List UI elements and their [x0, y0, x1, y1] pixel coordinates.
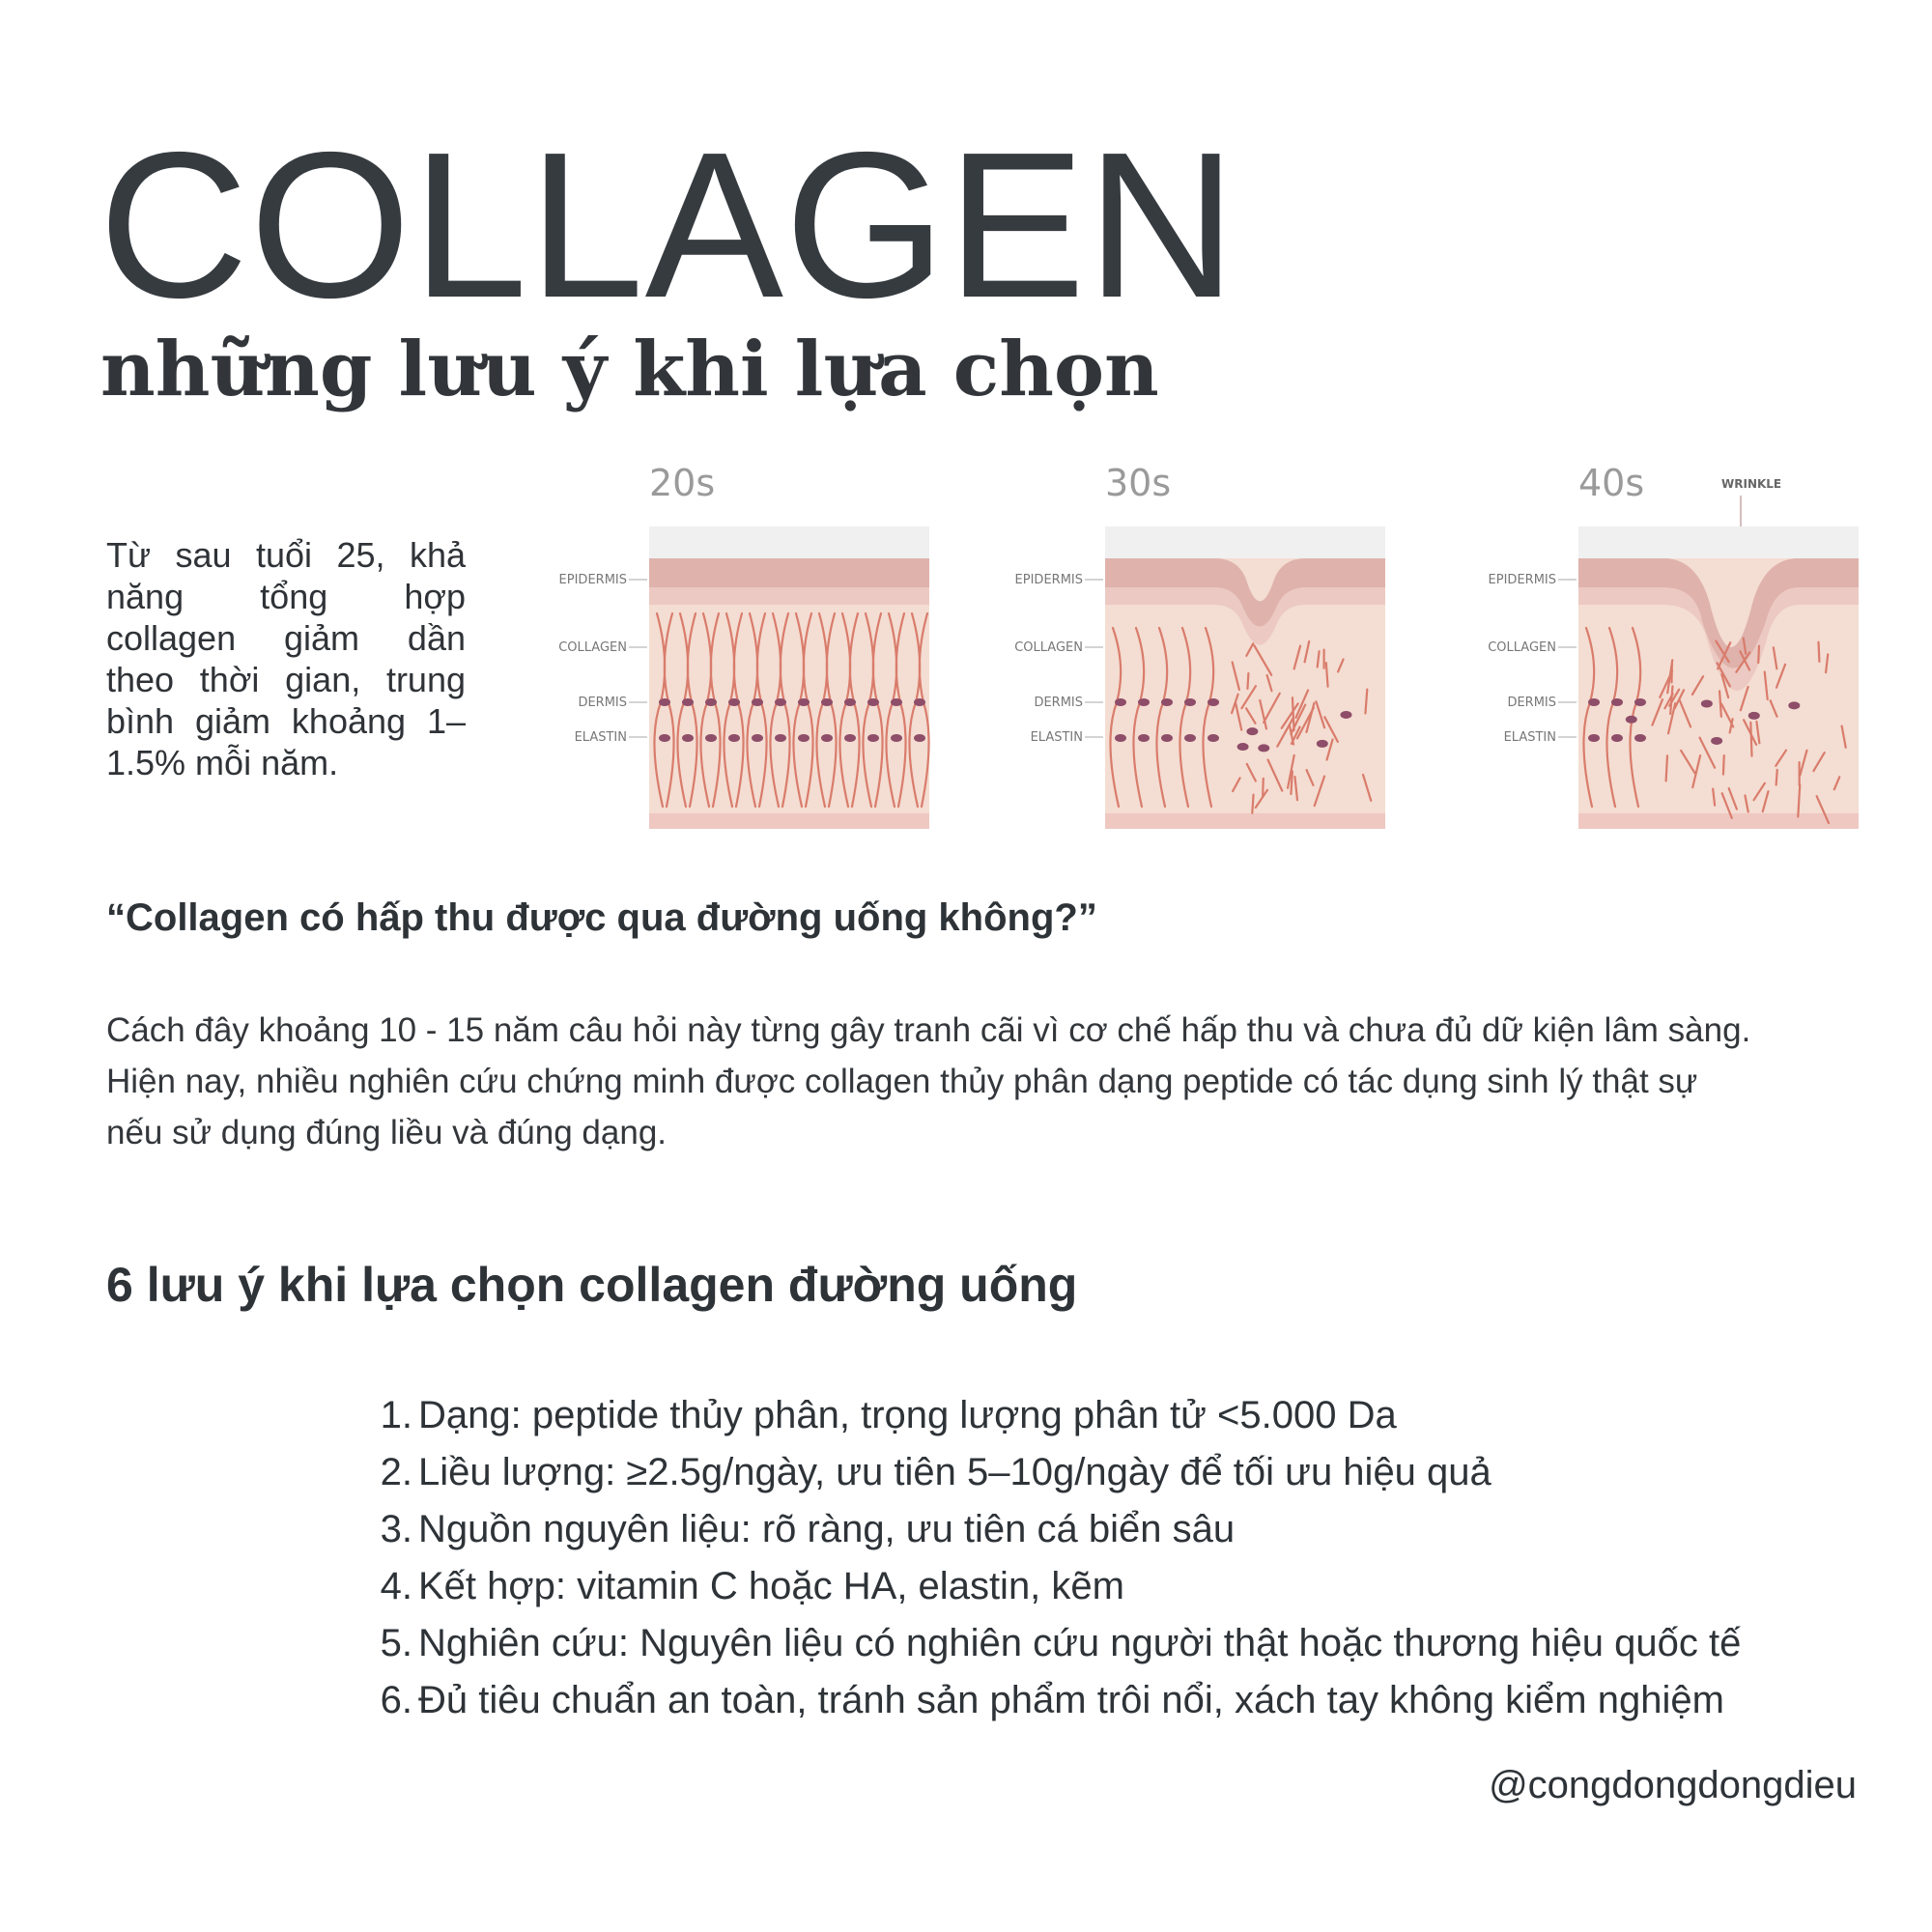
wrinkle-annotation: WRINKLE [1721, 477, 1782, 491]
elastin-dot [1161, 734, 1173, 742]
list-item [372, 1672, 1741, 1729]
elastin-dot [1115, 734, 1126, 742]
page-subtitle: những lưu ý khi lựa chọn [100, 326, 1159, 413]
answer-line: Hiện nay, nhiều nghiên cứu chứng minh được collagen thủy phân dạng peptide có tác dụng sinh lý thật sự [106, 1063, 1698, 1100]
layer-label-epidermis: EPIDERMIS [1014, 573, 1083, 587]
elastin-dot [914, 698, 925, 706]
elastin-dot [798, 734, 810, 742]
elastin-dot [682, 698, 694, 706]
elastin-dot [867, 734, 879, 742]
broken-fiber [1758, 646, 1759, 663]
elastin-dot [1237, 743, 1249, 751]
skin-layers [1578, 526, 1859, 829]
elastin-dot [728, 734, 740, 742]
answer-line: nếu sử dụng đúng liều và đúng dạng. [106, 1114, 668, 1151]
elastin-dot [1208, 698, 1219, 706]
elastin-dot [1340, 711, 1351, 719]
elastin-dot [891, 734, 902, 742]
elastin-dot [867, 698, 879, 706]
page-title: COLLAGEN [99, 108, 1237, 341]
layer-label-dermis: DERMIS [1034, 696, 1083, 710]
elastin-dot [1748, 712, 1760, 720]
elastin-dot [1258, 744, 1269, 752]
skin-panel-20s [531, 459, 937, 840]
layer-label-dermis: DERMIS [1507, 696, 1556, 710]
broken-fiber [1750, 723, 1751, 756]
list-item-number: 2. [380, 1451, 412, 1493]
list-item [372, 1387, 1741, 1444]
broken-fiber [1247, 673, 1248, 689]
layer-label-collagen: COLLAGEN [558, 640, 627, 655]
list-item [372, 1444, 1741, 1501]
layer-label-collagen: COLLAGEN [1488, 640, 1556, 655]
tips-list [372, 1387, 1741, 1729]
elastin-dot [1588, 734, 1600, 742]
elastin-dot [891, 698, 902, 706]
elastin-dot [1184, 734, 1196, 742]
elastin-dot [1317, 740, 1328, 748]
list-item [372, 1558, 1741, 1615]
broken-fiber [1666, 755, 1667, 781]
tips-section-title: 6 lưu ý khi lựa chọn collagen đường uống [106, 1258, 1078, 1312]
intro-text: Từ sau tuổi 25, khả năng tổng hợp collagen giảm dần theo thời gian, trung bình giảm khoảng 1–1.5% mỗi năm. [106, 535, 466, 782]
elastin-dot [1208, 734, 1219, 742]
elastin-dot [775, 734, 786, 742]
layer-label-elastin: ELASTIN [574, 730, 627, 745]
list-item-text: Dạng: peptide thủy phân, trọng lượng phân tử <5.000 Da [418, 1394, 1397, 1436]
broken-fiber [1723, 755, 1724, 775]
elastin-dot [1626, 716, 1637, 724]
elastin-dot [705, 698, 717, 706]
author-handle: @congdongdongdieu [1489, 1764, 1857, 1806]
elastin-dot [1711, 737, 1722, 745]
list-item-number: 3. [380, 1508, 412, 1550]
elastin-dot [682, 734, 694, 742]
elastin-dot [752, 698, 763, 706]
list-item-text: Kết hợp: vitamin C hoặc HA, elastin, kẽm [418, 1565, 1124, 1607]
elastin-dot [1588, 698, 1600, 706]
list-item-number: 4. [380, 1565, 412, 1607]
layer-label-elastin: ELASTIN [1503, 730, 1556, 745]
panel-age-label: 20s [649, 462, 716, 504]
elastin-dot [659, 734, 670, 742]
skin-panel-40s [1461, 459, 1866, 840]
layer-label-epidermis: EPIDERMIS [1488, 573, 1556, 587]
question-heading: “Collagen có hấp thu được qua đường uống không?” [106, 896, 1097, 939]
elastin-dot [798, 698, 810, 706]
skin-layers [1105, 526, 1385, 829]
panel-age-label: 30s [1105, 462, 1172, 504]
skin-diagram-40s [1461, 459, 1866, 840]
broken-fiber [1252, 795, 1253, 813]
list-item-number: 1. [380, 1394, 412, 1436]
list-item-number: 5. [380, 1622, 412, 1664]
skin-diagram-30s [987, 459, 1393, 840]
elastin-dot [1138, 698, 1150, 706]
elastin-dot [1634, 734, 1646, 742]
elastin-dot [752, 734, 763, 742]
layer-label-epidermis: EPIDERMIS [558, 573, 627, 587]
elastin-dot [1701, 699, 1713, 707]
elastin-dot [775, 698, 786, 706]
panel-age-label: 40s [1578, 462, 1645, 504]
skin-diagram-20s [531, 459, 937, 840]
elastin-dot [1115, 698, 1126, 706]
layer-label-collagen: COLLAGEN [1014, 640, 1083, 655]
elastin-dot [1246, 727, 1258, 735]
list-item-text: Liều lượng: ≥2.5g/ngày, ưu tiên 5–10g/ngày để tối ưu hiệu quả [418, 1451, 1492, 1493]
broken-fiber [1263, 779, 1264, 797]
elastin-dot [1138, 734, 1150, 742]
layer-label-elastin: ELASTIN [1030, 730, 1083, 745]
elastin-dot [1611, 698, 1623, 706]
elastin-dot [705, 734, 717, 742]
elastin-dot [821, 734, 833, 742]
elastin-dot [659, 698, 670, 706]
list-item-number: 6. [380, 1679, 412, 1721]
layer-label-dermis: DERMIS [578, 696, 627, 710]
skin-layers [649, 526, 929, 829]
broken-fiber [1776, 770, 1777, 785]
elastin-dot [728, 698, 740, 706]
elastin-dot [821, 698, 833, 706]
list-item-text: Nguồn nguyên liệu: rõ ràng, ưu tiên cá biển sâu [418, 1508, 1236, 1550]
list-item [372, 1501, 1741, 1558]
elastin-dot [1161, 698, 1173, 706]
answer-paragraph [106, 1005, 1874, 1158]
list-item-text: Đủ tiêu chuẩn an toàn, tránh sản phẩm trôi nổi, xách tay không kiểm nghiệm [418, 1679, 1724, 1721]
elastin-dot [1611, 734, 1623, 742]
elastin-dot [1788, 701, 1800, 709]
skin-panel-30s [987, 459, 1393, 840]
elastin-dot [914, 734, 925, 742]
list-item [372, 1615, 1741, 1672]
elastin-dot [1634, 698, 1646, 706]
elastin-dot [844, 698, 856, 706]
elastin-dot [844, 734, 856, 742]
list-item-text: Nghiên cứu: Nguyên liệu có nghiên cứu người thật hoặc thương hiệu quốc tế [418, 1622, 1742, 1664]
broken-fiber [1819, 642, 1820, 662]
answer-line: Cách đây khoảng 10 - 15 năm câu hỏi này từng gây tranh cãi vì cơ chế hấp thu và chưa đủ dữ kiện lâm sàng. [106, 1011, 1751, 1049]
elastin-dot [1184, 698, 1196, 706]
